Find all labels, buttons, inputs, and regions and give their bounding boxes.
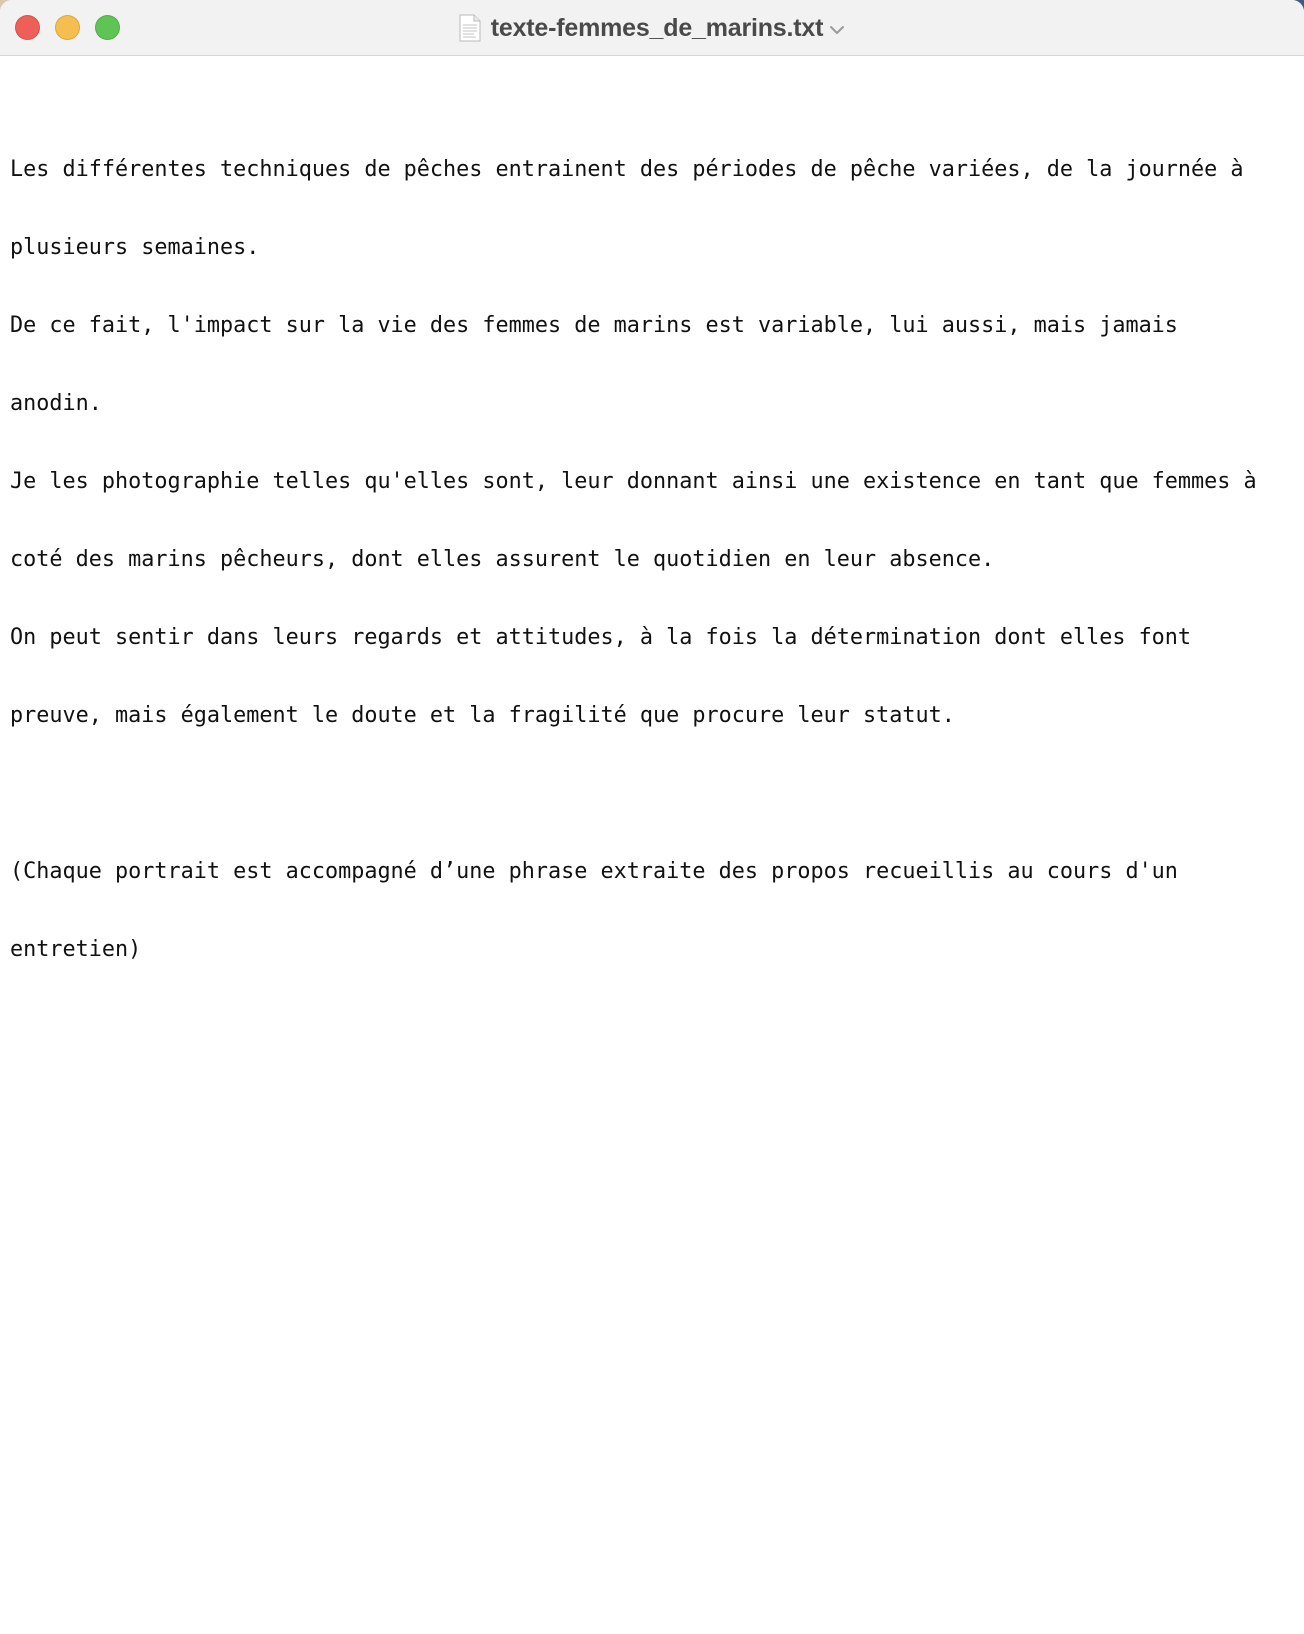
text-line: anodin.: [10, 391, 102, 416]
text-line: (Chaque portrait est accompagné d’une phrase extraite des propos recueillis au cours d'un: [10, 859, 1178, 884]
text-line: De ce fait, l'impact sur la vie des femmes de marins est variable, lui aussi, mais jamais: [10, 313, 1178, 338]
title-bar[interactable]: [0, 0, 1304, 56]
text-line: [10, 781, 1294, 807]
text-editor-area[interactable]: [0, 56, 1304, 1634]
text-line: coté des marins pêcheurs, dont elles assurent le quotidien en leur absence.: [10, 547, 995, 572]
document-text[interactable]: [10, 105, 1294, 1015]
text-line: preuve, mais également le doute et la fragilité que procure leur statut.: [10, 703, 955, 728]
window-title: texte-femmes_de_marins.txt: [490, 13, 824, 42]
text-line: Les différentes techniques de pêches entrainent des périodes de pêche variées, de la journée à: [10, 157, 1244, 182]
text-line: Je les photographie telles qu'elles sont, leur donnant ainsi une existence en tant que femmes à: [10, 469, 1257, 494]
text-line: On peut sentir dans leurs regards et attitudes, à la fois la détermination dont elles font: [10, 625, 1192, 650]
text-line: plusieurs semaines.: [10, 235, 260, 260]
chevron-down-icon[interactable]: [829, 24, 845, 36]
text-line: entretien): [10, 937, 142, 962]
text-document-icon: [459, 14, 481, 42]
window-title-group[interactable]: [0, 0, 1304, 56]
